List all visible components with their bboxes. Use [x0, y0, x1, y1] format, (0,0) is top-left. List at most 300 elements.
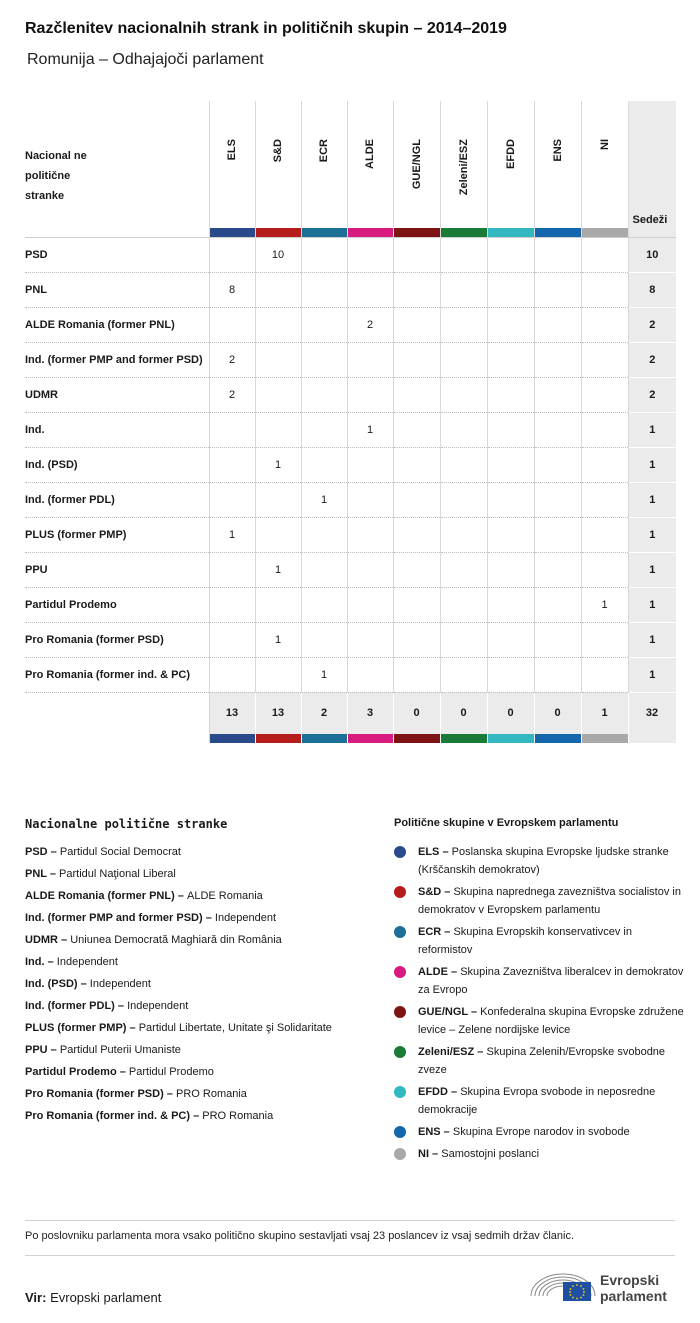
- party-name-cell: PLUS (former PMP): [25, 517, 209, 552]
- seat-count-cell: [440, 552, 487, 587]
- group-color-bar: [348, 228, 393, 237]
- legend-group-name: Skupina naprednega zavezništva socialistov in demokratov v Evropskem parlamentu: [418, 886, 681, 916]
- footnote: Po poslovniku parlamenta mora vsako politično skupino sestavljati vsaj 23 poslancev iz vsaj sedmih držav članic.: [25, 1230, 575, 1242]
- legend-party-item: Pro Romania (former PSD) – PRO Romania: [25, 1088, 247, 1100]
- seat-count-cell: [255, 307, 301, 342]
- legend-party-item: Ind. – Independent: [25, 956, 118, 968]
- seat-count-cell: [209, 622, 255, 657]
- row-total-cell: 1: [628, 447, 676, 482]
- row-total-cell: 2: [628, 307, 676, 342]
- group-color-bar: [441, 228, 487, 237]
- seat-count-cell: [581, 237, 628, 272]
- seat-count-cell: [440, 272, 487, 307]
- row-total-cell: 10: [628, 237, 676, 272]
- seat-count-cell: [440, 412, 487, 447]
- seat-count-cell: [209, 587, 255, 622]
- seat-count-cell: [347, 657, 393, 692]
- seat-count-cell: [534, 657, 581, 692]
- seat-count-cell: [487, 342, 534, 377]
- legend-party-abbr: Ind. (former PDL): [25, 1000, 115, 1012]
- seat-count-cell: [255, 517, 301, 552]
- seat-count-cell: 1: [255, 622, 301, 657]
- group-label: GUE/NGL: [410, 139, 423, 190]
- legend-party-item: Partidul Prodemo – Partidul Prodemo: [25, 1066, 214, 1078]
- seat-count-cell: [209, 412, 255, 447]
- table-row: [25, 377, 676, 412]
- seat-count-cell: [301, 587, 347, 622]
- seat-count-cell: [347, 272, 393, 307]
- seat-count-cell: [581, 272, 628, 307]
- seat-count-cell: [487, 517, 534, 552]
- group-total-cell: 13: [209, 692, 255, 734]
- seat-count-cell: [347, 587, 393, 622]
- seat-count-cell: [209, 482, 255, 517]
- seat-count-cell: [581, 342, 628, 377]
- seat-count-cell: [440, 377, 487, 412]
- group-column-header: [581, 101, 628, 237]
- seat-count-cell: [347, 517, 393, 552]
- party-name-cell: Ind. (PSD): [25, 447, 209, 482]
- legend-party-name: PRO Romania: [175, 1088, 247, 1100]
- seat-count-cell: [581, 447, 628, 482]
- group-color-dot-icon: [394, 966, 406, 978]
- legend-group-name: Konfederalna skupina Evropske združene levice – Zelene nordijske levice: [418, 1006, 684, 1036]
- totals-row: [25, 692, 676, 734]
- legend-group-abbr: ELS: [418, 846, 440, 858]
- seat-count-cell: [301, 307, 347, 342]
- seat-count-cell: [255, 412, 301, 447]
- seat-count-cell: [301, 237, 347, 272]
- group-color-bar: [393, 734, 440, 743]
- row-total-cell: 2: [628, 342, 676, 377]
- table-row: [25, 412, 676, 447]
- seat-count-cell: [534, 517, 581, 552]
- legend-party-abbr: PLUS (former PMP): [25, 1022, 127, 1034]
- seat-count-cell: [393, 307, 440, 342]
- legend-party-abbr: PNL: [25, 868, 47, 880]
- seat-count-cell: [209, 447, 255, 482]
- seat-count-cell: [581, 412, 628, 447]
- european-parliament-logo: [529, 1266, 679, 1306]
- legend-party-name: Partidul Social Democrat: [59, 846, 181, 858]
- seat-count-cell: [534, 412, 581, 447]
- table-row: [25, 482, 676, 517]
- group-column-header: [347, 101, 393, 237]
- legend-group-name: Skupina Evrope narodov in svobode: [452, 1126, 630, 1138]
- seat-count-cell: 1: [209, 517, 255, 552]
- party-name-cell: Partidul Prodemo: [25, 587, 209, 622]
- group-total-cell: 3: [347, 692, 393, 734]
- group-color-bar: [255, 734, 301, 743]
- seat-count-cell: [487, 412, 534, 447]
- seat-count-cell: 8: [209, 272, 255, 307]
- group-label: ENS: [551, 139, 564, 162]
- seat-count-cell: [440, 307, 487, 342]
- row-total-cell: 1: [628, 552, 676, 587]
- legend-party-item: PPU – Partidul Puterii Umaniste: [25, 1044, 181, 1056]
- seat-count-cell: [347, 377, 393, 412]
- seat-count-cell: [440, 342, 487, 377]
- row-total-cell: 1: [628, 657, 676, 692]
- table-row: [25, 622, 676, 657]
- seat-count-cell: [393, 587, 440, 622]
- group-color-bar: [210, 228, 255, 237]
- seat-count-cell: [487, 552, 534, 587]
- legend-party-abbr: UDMR: [25, 934, 58, 946]
- legend-group-name: Samostojni poslanci: [441, 1148, 540, 1160]
- legend-party-name: Independent: [89, 978, 151, 990]
- legend-group-item: ENS – Skupina Evrope narodov in svobode: [394, 1123, 684, 1141]
- group-color-dot-icon: [394, 846, 406, 858]
- seat-count-cell: [255, 657, 301, 692]
- group-color-bar: [347, 734, 393, 743]
- seat-count-cell: [255, 587, 301, 622]
- party-name-cell: Ind.: [25, 412, 209, 447]
- source-label: Vir:: [25, 1290, 47, 1305]
- logo-line-2: parlament: [600, 1288, 667, 1304]
- source-value: Evropski parlament: [50, 1290, 162, 1305]
- legend-group-name: Poslanska skupina Evropske ljudske stranke (Krščanskih demokratov): [418, 846, 669, 876]
- seats-header-label: Sedeži: [632, 213, 668, 226]
- legend-group-abbr: ALDE: [418, 966, 448, 978]
- party-name-cell: PPU: [25, 552, 209, 587]
- page-subtitle: Romunija – Odhajajoči parlament: [27, 51, 264, 68]
- seats-column-header: [628, 101, 676, 237]
- group-total-cell: 0: [487, 692, 534, 734]
- national-parties-legend: [25, 817, 385, 1127]
- row-total-cell: 1: [628, 482, 676, 517]
- seat-count-cell: [301, 412, 347, 447]
- party-name-cell: PSD: [25, 237, 209, 272]
- source-line: [25, 1290, 161, 1305]
- legend-party-name: Independent: [127, 1000, 189, 1012]
- legend-party-abbr: Pro Romania (former ind. & PC): [25, 1110, 191, 1122]
- group-color-dot-icon: [394, 1126, 406, 1138]
- party-name-cell: Pro Romania (former PSD): [25, 622, 209, 657]
- seat-count-cell: [487, 272, 534, 307]
- seat-count-cell: [393, 447, 440, 482]
- seat-count-cell: [581, 517, 628, 552]
- group-label: ELS: [226, 139, 238, 161]
- seat-count-cell: [581, 657, 628, 692]
- legend-party-abbr: Pro Romania (former PSD): [25, 1088, 164, 1100]
- legend-group-name: Skupina Evropa svobode in neposredne demokracije: [418, 1086, 656, 1116]
- seat-count-cell: [440, 447, 487, 482]
- seat-count-cell: [440, 517, 487, 552]
- party-name-cell: Ind. (former PMP and former PSD): [25, 342, 209, 377]
- seat-count-cell: [393, 342, 440, 377]
- seat-count-cell: [534, 587, 581, 622]
- legend-party-item: Ind. (former PDL) – Independent: [25, 1000, 189, 1012]
- legend-group-item: GUE/NGL – Konfederalna skupina Evropske združene levice – Zelene nordijske levice: [394, 1003, 684, 1039]
- group-color-bar: [487, 734, 534, 743]
- legend-party-item: Pro Romania (former ind. & PC) – PRO Romania: [25, 1110, 274, 1122]
- political-groups-legend: [394, 817, 684, 1167]
- seat-count-cell: [487, 377, 534, 412]
- legend-group-name: Skupina Zelenih/Evropske svobodne zveze: [418, 1046, 666, 1076]
- group-color-dot-icon: [394, 886, 406, 898]
- seat-count-cell: [534, 447, 581, 482]
- totals-label-cell: [25, 692, 209, 734]
- group-color-bar: [582, 228, 628, 237]
- row-total-cell: 2: [628, 377, 676, 412]
- legend-group-item: ELS – Poslanska skupina Evropske ljudske stranke (Krščanskih demokratov): [394, 843, 684, 879]
- legend-party-item: UDMR – Uniunea Democrată Maghiară din România: [25, 934, 282, 946]
- table-row: [25, 342, 676, 377]
- group-color-dot-icon: [394, 1086, 406, 1098]
- seat-count-cell: [534, 377, 581, 412]
- seat-count-cell: 1: [255, 447, 301, 482]
- legend-party-abbr: Ind.: [25, 956, 45, 968]
- seat-count-cell: [255, 482, 301, 517]
- seat-count-cell: [487, 307, 534, 342]
- seat-count-cell: [347, 342, 393, 377]
- group-color-bar: [535, 228, 581, 237]
- seat-count-cell: 2: [347, 307, 393, 342]
- seat-count-cell: [393, 272, 440, 307]
- seat-count-cell: [393, 237, 440, 272]
- legend-party-item: PSD – Partidul Social Democrat: [25, 846, 181, 858]
- group-total-cell: 13: [255, 692, 301, 734]
- legend-party-item: Ind. (PSD) – Independent: [25, 978, 151, 990]
- parliament-hemicycle-icon: [529, 1266, 597, 1306]
- seat-count-cell: [487, 587, 534, 622]
- legend-party-abbr: PSD: [25, 846, 48, 858]
- seat-count-cell: [487, 237, 534, 272]
- seat-count-cell: [301, 447, 347, 482]
- seat-count-cell: [393, 377, 440, 412]
- group-color-bar: [581, 734, 628, 743]
- legend-group-abbr: S&D: [418, 886, 442, 898]
- legend-party-name: ALDE Romania: [186, 890, 263, 902]
- seat-count-cell: [301, 622, 347, 657]
- seat-count-cell: [255, 272, 301, 307]
- party-header-label: Nacional ne politične stranke: [25, 150, 87, 202]
- row-total-cell: 1: [628, 517, 676, 552]
- legend-group-abbr: NI: [418, 1148, 429, 1160]
- legend-party-name: Partidul Naţional Liberal: [59, 868, 176, 880]
- seat-count-cell: [581, 307, 628, 342]
- seat-count-cell: [487, 482, 534, 517]
- table-row: [25, 587, 676, 622]
- table-row: [25, 237, 676, 272]
- table-row: [25, 657, 676, 692]
- seat-count-cell: [209, 657, 255, 692]
- legend-group-abbr: GUE/NGL: [418, 1006, 468, 1018]
- party-name-cell: UDMR: [25, 377, 209, 412]
- seat-count-cell: [534, 482, 581, 517]
- group-color-bar: [209, 734, 255, 743]
- seat-count-cell: [347, 552, 393, 587]
- seat-count-cell: [581, 552, 628, 587]
- group-column-header: [440, 101, 487, 237]
- page-title: Razčlenitev nacionalnih strank in političnih skupin – 2014–2019: [25, 20, 507, 37]
- national-parties-legend-title: Nacionalne politične stranke: [25, 817, 228, 831]
- table-row: [25, 447, 676, 482]
- group-total-cell: 2: [301, 692, 347, 734]
- group-column-header: [255, 101, 301, 237]
- legend-group-item: Zeleni/ESZ – Skupina Zelenih/Evropske svobodne zveze: [394, 1043, 684, 1079]
- group-label: ECR: [318, 139, 330, 163]
- seat-count-cell: [534, 272, 581, 307]
- seat-count-cell: 2: [209, 342, 255, 377]
- group-color-dot-icon: [394, 1148, 406, 1160]
- seat-count-cell: [440, 237, 487, 272]
- group-total-cell: 0: [534, 692, 581, 734]
- legend-party-item: Ind. (former PMP and former PSD) – Independent: [25, 912, 277, 924]
- group-color-dot-icon: [394, 1006, 406, 1018]
- legend-party-name: Independent: [56, 956, 118, 968]
- seat-count-cell: 1: [301, 482, 347, 517]
- seat-count-cell: [393, 482, 440, 517]
- table-row: [25, 552, 676, 587]
- party-column-header: [25, 101, 209, 237]
- seat-count-cell: [581, 377, 628, 412]
- seat-count-cell: [301, 552, 347, 587]
- table-row: [25, 517, 676, 552]
- group-total-cell: 1: [581, 692, 628, 734]
- legend-party-abbr: PPU: [25, 1044, 48, 1056]
- legend-group-item: ALDE – Skupina Zavezništva liberalcev in demokratov za Evropo: [394, 963, 684, 999]
- seat-count-cell: [255, 342, 301, 377]
- group-column-header: [393, 101, 440, 237]
- legend-party-name: Partidul Libertate, Unitate şi Solidaritate: [138, 1022, 332, 1034]
- seat-count-cell: 1: [301, 657, 347, 692]
- seat-count-cell: [487, 622, 534, 657]
- legend-group-abbr: ECR: [418, 926, 442, 938]
- row-total-cell: 1: [628, 587, 676, 622]
- seat-count-cell: [347, 482, 393, 517]
- legend-group-abbr: Zeleni/ESZ: [418, 1046, 475, 1058]
- group-color-bar: [534, 734, 581, 743]
- row-total-cell: 1: [628, 412, 676, 447]
- legend-group-item: NI – Samostojni poslanci: [394, 1145, 684, 1163]
- seat-count-cell: 2: [209, 377, 255, 412]
- row-total-cell: 8: [628, 272, 676, 307]
- legend-group-item: S&D – Skupina naprednega zavezništva socialistov in demokratov v Evropskem parlamentu: [394, 883, 684, 919]
- group-label: ALDE: [364, 139, 376, 169]
- seat-count-cell: [209, 307, 255, 342]
- seat-count-cell: [534, 307, 581, 342]
- legend-party-name: PRO Romania: [202, 1110, 274, 1122]
- group-color-bar: [488, 228, 534, 237]
- divider: [25, 1220, 675, 1221]
- legend-group-name: Skupina Zavezništva liberalcev in demokratov za Evropo: [418, 966, 684, 996]
- party-name-cell: Pro Romania (former ind. & PC): [25, 657, 209, 692]
- table-row: [25, 307, 676, 342]
- seat-count-cell: 1: [581, 587, 628, 622]
- group-total-cell: 0: [393, 692, 440, 734]
- seat-count-cell: [301, 517, 347, 552]
- seat-count-cell: 1: [255, 552, 301, 587]
- group-label: Zeleni/ESZ: [457, 139, 470, 196]
- seat-count-cell: [347, 622, 393, 657]
- seat-count-cell: [581, 622, 628, 657]
- legend-group-item: ECR – Skupina Evropskih konservativcev in reformistov: [394, 923, 684, 959]
- divider: [25, 1255, 675, 1256]
- legend-group-abbr: ENS: [418, 1126, 441, 1138]
- legend-party-item: ALDE Romania (former PNL) – ALDE Romania: [25, 890, 263, 902]
- logo-line-1: Evropski: [600, 1272, 660, 1288]
- seat-count-cell: [534, 342, 581, 377]
- seat-count-cell: [487, 447, 534, 482]
- seat-count-cell: [440, 587, 487, 622]
- group-total-cell: 0: [440, 692, 487, 734]
- grand-total-cell: 32: [628, 692, 676, 734]
- seat-count-cell: [534, 552, 581, 587]
- seat-count-cell: [301, 342, 347, 377]
- seat-count-cell: [347, 237, 393, 272]
- legend-party-name: Partidul Prodemo: [128, 1066, 214, 1078]
- party-name-cell: PNL: [25, 272, 209, 307]
- group-label: NI: [598, 139, 611, 150]
- table-row: [25, 272, 676, 307]
- seat-count-cell: [440, 622, 487, 657]
- group-color-bar: [302, 228, 347, 237]
- group-color-dot-icon: [394, 1046, 406, 1058]
- political-groups-legend-title: Politične skupine v Evropskem parlamentu: [394, 817, 619, 829]
- group-column-header: [301, 101, 347, 237]
- seat-count-cell: 10: [255, 237, 301, 272]
- group-column-header: [209, 101, 255, 237]
- legend-party-abbr: Ind. (PSD): [25, 978, 78, 990]
- legend-party-abbr: ALDE Romania (former PNL): [25, 890, 175, 902]
- legend-party-abbr: Ind. (former PMP and former PSD): [25, 912, 203, 924]
- legend-group-name: Skupina Evropskih konservativcev in reformistov: [418, 926, 632, 956]
- group-column-header: [487, 101, 534, 237]
- seat-count-cell: [581, 482, 628, 517]
- seat-count-cell: [487, 657, 534, 692]
- seat-count-cell: [209, 552, 255, 587]
- group-color-bar: [301, 734, 347, 743]
- seat-count-cell: [255, 377, 301, 412]
- legend-party-name: Uniunea Democrată Maghiară din România: [70, 934, 282, 946]
- seat-count-cell: [393, 622, 440, 657]
- seat-count-cell: [440, 657, 487, 692]
- group-color-bar: [394, 228, 440, 237]
- seat-count-cell: [440, 482, 487, 517]
- party-name-cell: Ind. (former PDL): [25, 482, 209, 517]
- seat-count-cell: [393, 552, 440, 587]
- legend-party-name: Independent: [214, 912, 277, 924]
- seat-count-cell: [534, 622, 581, 657]
- legend-party-name: Partidul Puterii Umaniste: [59, 1044, 181, 1056]
- seat-count-cell: [301, 272, 347, 307]
- seat-count-cell: [301, 377, 347, 412]
- group-color-dot-icon: [394, 926, 406, 938]
- group-color-bar: [440, 734, 487, 743]
- seat-count-cell: [534, 237, 581, 272]
- seat-count-cell: [209, 237, 255, 272]
- party-name-cell: ALDE Romania (former PNL): [25, 307, 209, 342]
- legend-group-item: EFDD – Skupina Evropa svobode in neposredne demokracije: [394, 1083, 684, 1119]
- group-color-bar: [256, 228, 301, 237]
- seat-count-cell: 1: [347, 412, 393, 447]
- group-column-header: [534, 101, 581, 237]
- legend-party-item: PLUS (former PMP) – Partidul Libertate, Unitate şi Solidaritate: [25, 1022, 332, 1034]
- row-total-cell: 1: [628, 622, 676, 657]
- group-label: S&D: [272, 139, 284, 163]
- legend-party-item: PNL – Partidul Naţional Liberal: [25, 868, 176, 880]
- group-label: EFDD: [504, 139, 517, 169]
- legend-group-abbr: EFDD: [418, 1086, 448, 1098]
- seat-count-cell: [347, 447, 393, 482]
- seat-count-cell: [393, 412, 440, 447]
- legend-party-abbr: Partidul Prodemo: [25, 1066, 117, 1078]
- seat-count-cell: [393, 657, 440, 692]
- seat-breakdown-table: [25, 101, 676, 743]
- seat-count-cell: [393, 517, 440, 552]
